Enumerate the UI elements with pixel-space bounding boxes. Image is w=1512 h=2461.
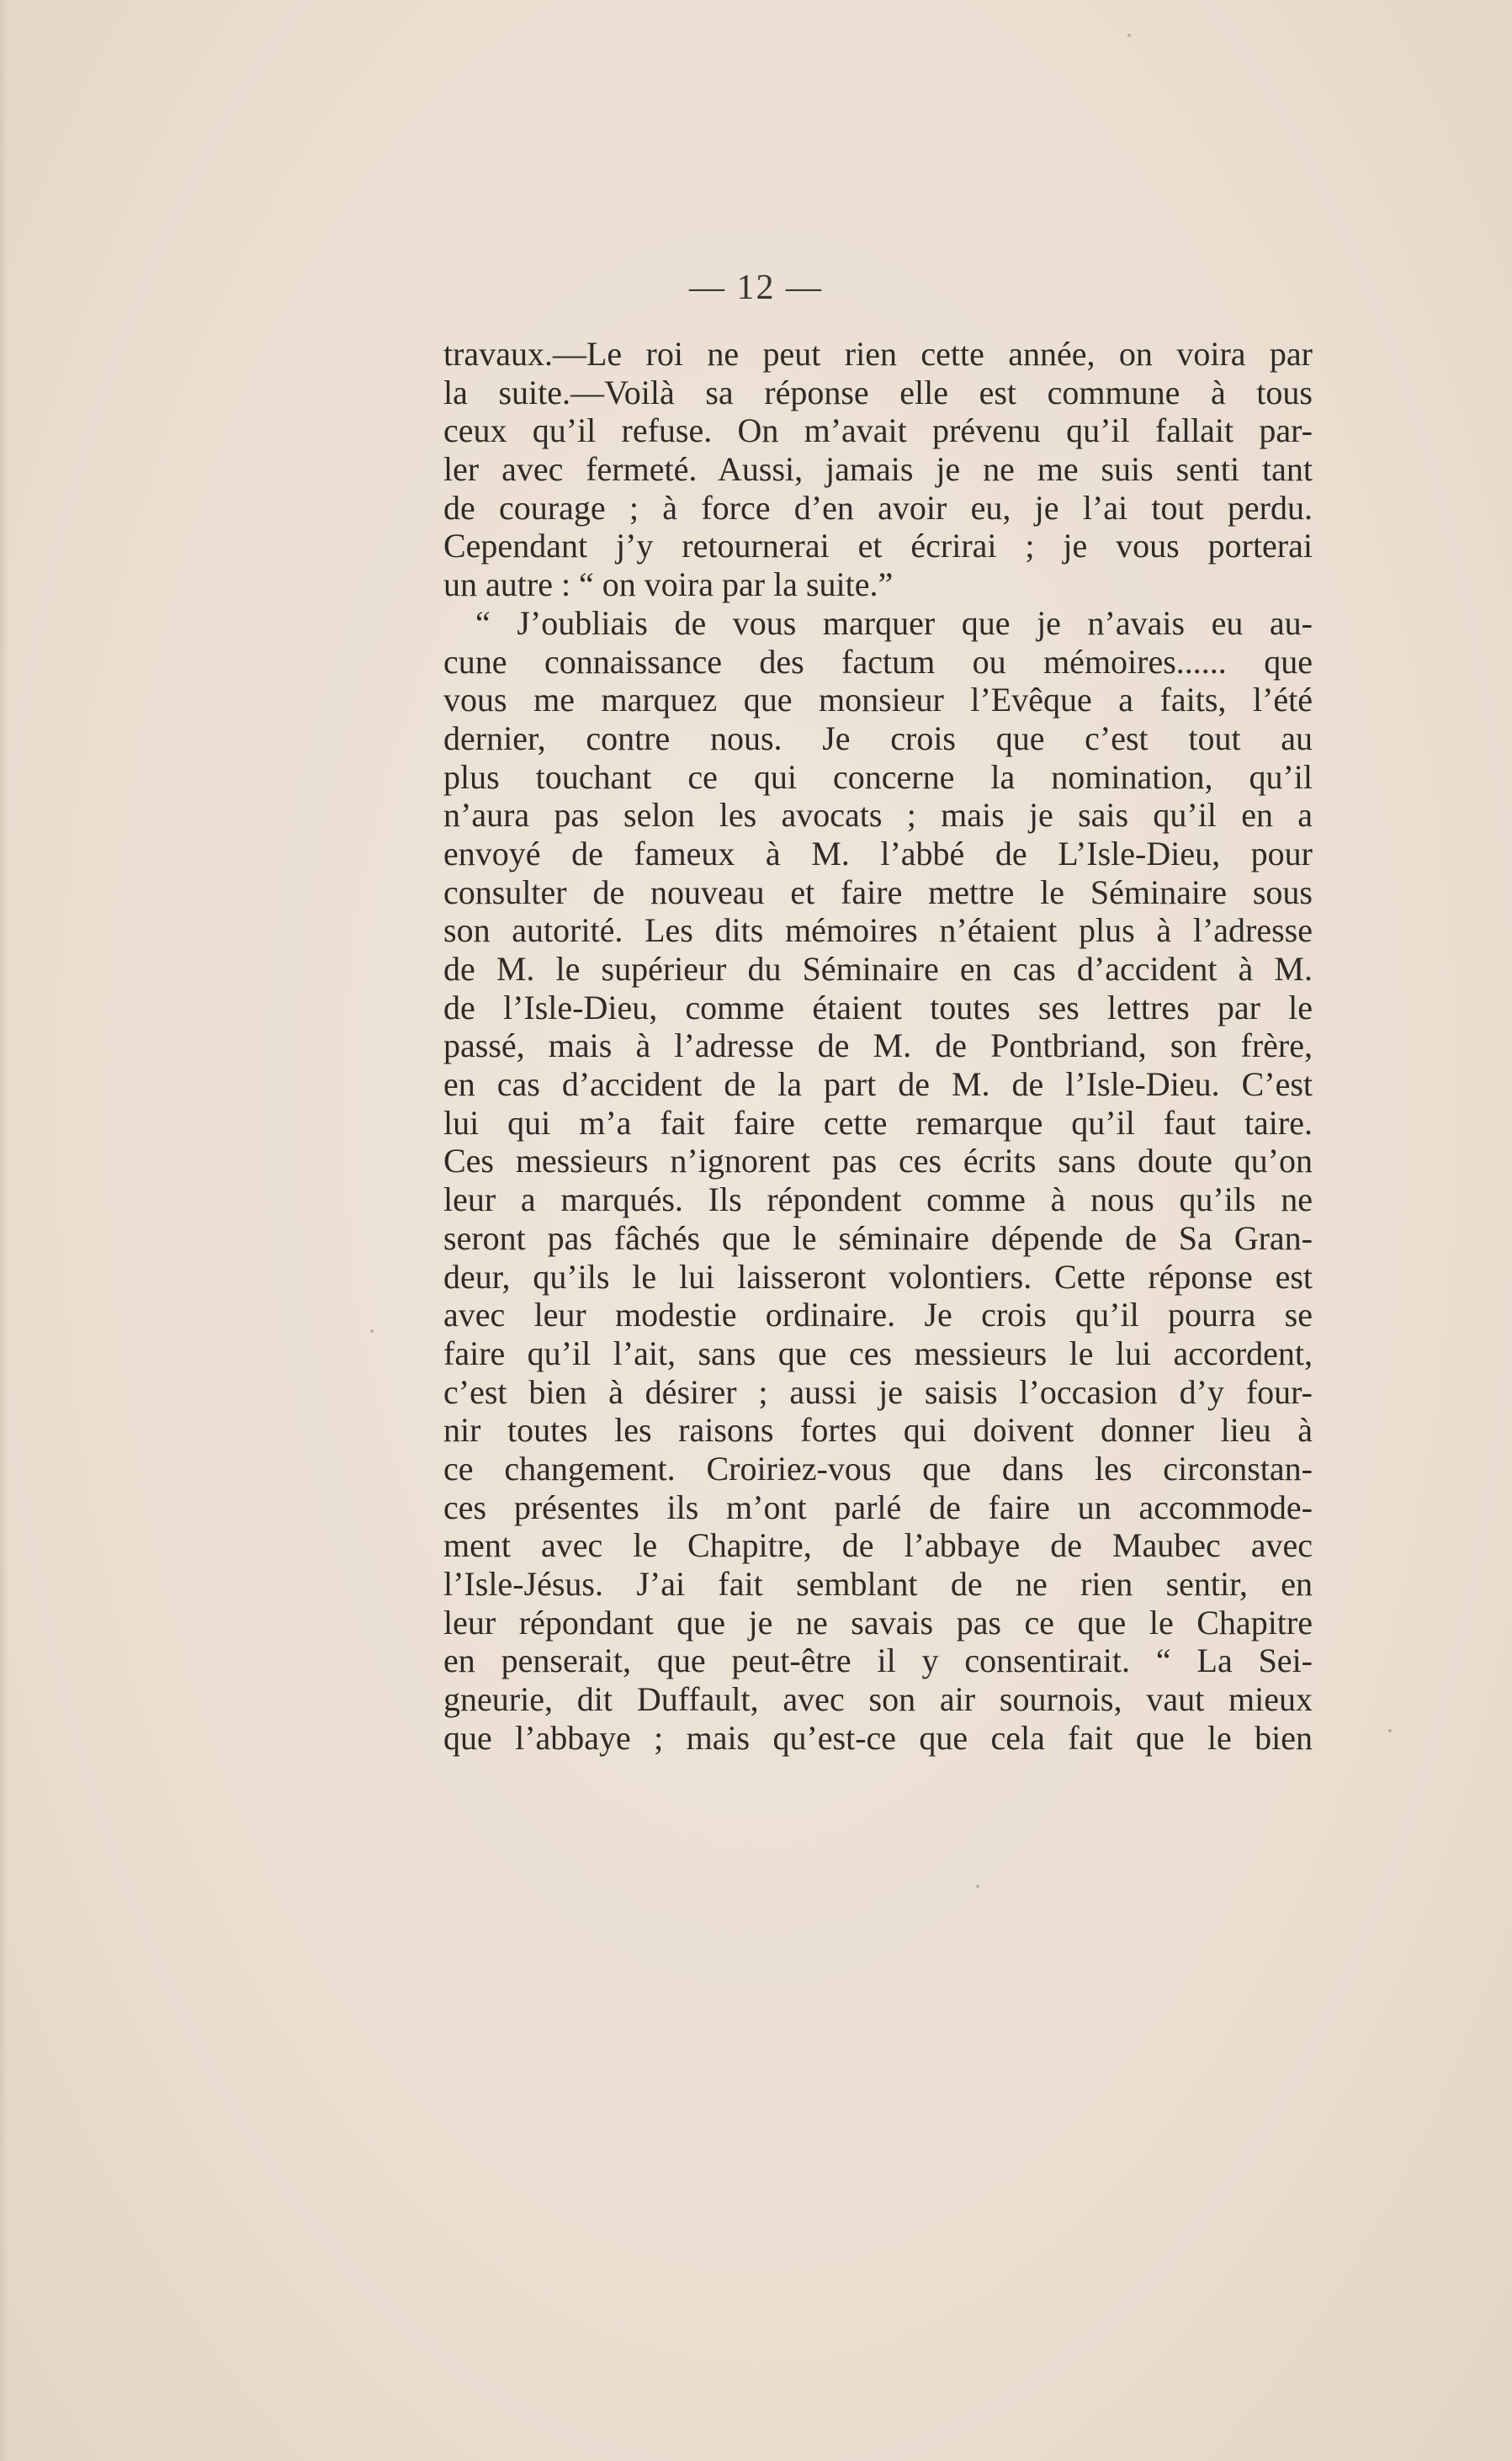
text-line: leur a marqués. Ils répondent comme à nous qu’ils ne bbox=[443, 1180, 1313, 1219]
text-line: dernier, contre nous. Je crois que c’est tout au bbox=[443, 719, 1313, 757]
text-line: ler avec fermeté. Aussi, jamais je ne me suis senti tant bbox=[443, 450, 1313, 489]
text-line: un autre : “ on voira par la suite.” bbox=[443, 565, 894, 604]
text-line: nir toutes les raisons fortes qui doivent donner lieu à bbox=[443, 1411, 1313, 1450]
body-text bbox=[443, 335, 1313, 1757]
text-line: la suite.—Voilà sa réponse elle est commune à tous bbox=[443, 373, 1313, 411]
text-line: passé, mais à l’adresse de M. de Pontbriand, son frère, bbox=[443, 1026, 1313, 1065]
text-line: c’est bien à désirer ; aussi je saisis l’occasion d’y four- bbox=[443, 1372, 1313, 1411]
text-line: que l’abbaye ; mais qu’est-ce que cela fait que le bien bbox=[443, 1718, 1313, 1757]
text-line: leur répondant que je ne savais pas ce que le Chapitre bbox=[443, 1603, 1313, 1642]
paper-speck bbox=[370, 1329, 374, 1333]
paper-speck bbox=[1127, 34, 1131, 37]
text-line: avec leur modestie ordinaire. Je crois qu’il pourra se bbox=[443, 1296, 1313, 1334]
text-line: faire qu’il l’ait, sans que ces messieurs le lui accordent, bbox=[443, 1334, 1313, 1372]
text-line: plus touchant ce qui concerne la nomination, qu’il bbox=[443, 757, 1313, 796]
text-line: vous me marquez que monsieur l’Evêque a faits, l’été bbox=[443, 681, 1313, 719]
text-line: ceux qu’il refuse. On m’avait prévenu qu’il fallait par- bbox=[443, 411, 1313, 450]
text-line: deur, qu’ils le lui laisseront volontiers. Cette réponse est bbox=[443, 1257, 1313, 1296]
text-line: ce changement. Croiriez-vous que dans les circonstan- bbox=[443, 1449, 1313, 1488]
paper-speck bbox=[976, 1885, 979, 1888]
text-line: son autorité. Les dits mémoires n’étaient plus à l’adresse bbox=[443, 911, 1313, 950]
text-line: “ J’oubliais de vous marquer que je n’avais eu au- bbox=[475, 603, 1313, 642]
text-line: en penserait, que peut-être il y consentirait. “ La Sei- bbox=[443, 1642, 1313, 1680]
text-line: ces présentes ils m’ont parlé de faire un accommode- bbox=[443, 1488, 1313, 1526]
text-line: Ces messieurs n’ignorent pas ces écrits sans doute qu’on bbox=[443, 1142, 1313, 1180]
text-line: cune connaissance des factum ou mémoires...... que bbox=[443, 642, 1313, 681]
text-line: l’Isle-Jésus. J’ai fait semblant de ne rien sentir, en bbox=[443, 1565, 1313, 1603]
text-line: ment avec le Chapitre, de l’abbaye de Maubec avec bbox=[443, 1526, 1313, 1565]
paper-speck bbox=[1388, 1729, 1392, 1732]
text-line: de M. le supérieur du Séminaire en cas d’accident à M. bbox=[443, 950, 1313, 988]
text-line: seront pas fâchés que le séminaire dépende de Sa Gran- bbox=[443, 1218, 1313, 1257]
text-line: travaux.—Le roi ne peut rien cette année, on voira par bbox=[443, 335, 1313, 373]
page-edge-shadow bbox=[0, 0, 8, 2461]
text-line: envoyé de fameux à M. l’abbé de L’Isle-Dieu, pour bbox=[443, 834, 1313, 872]
text-line: de l’Isle-Dieu, comme étaient toutes ses lettres par le bbox=[443, 988, 1313, 1026]
text-line: Cependant j’y retournerai et écrirai ; je vous porterai bbox=[443, 527, 1313, 565]
text-line: consulter de nouveau et faire mettre le Séminaire sous bbox=[443, 872, 1313, 911]
text-line: lui qui m’a fait faire cette remarque qu’il faut taire. bbox=[443, 1103, 1313, 1142]
text-line: n’aura pas selon les avocats ; mais je sais qu’il en a bbox=[443, 796, 1313, 835]
text-line: gneurie, dit Duffault, avec son air sournois, vaut mieux bbox=[443, 1680, 1313, 1719]
page-number: — 12 — bbox=[689, 268, 823, 307]
text-line: en cas d’accident de la part de M. de l’Isle-Dieu. C’est bbox=[443, 1065, 1313, 1104]
text-line: de courage ; à force d’en avoir eu, je l’ai tout perdu. bbox=[443, 488, 1313, 527]
